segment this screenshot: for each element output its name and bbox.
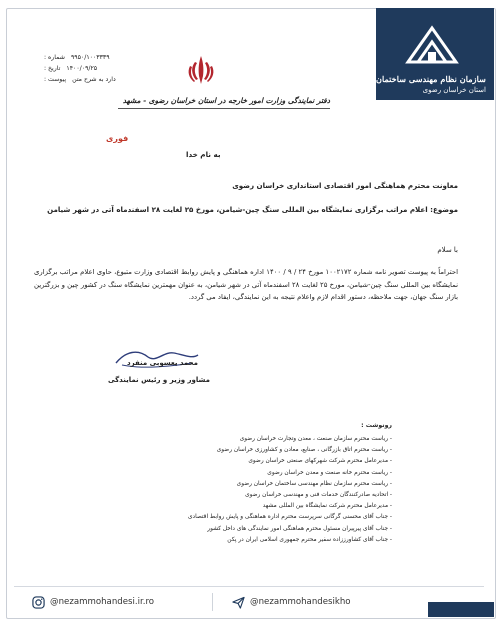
attachment-value: دارد به شرح متن — [72, 76, 116, 83]
list-item: - مدیرعامل محترم شرکت شهرکهای صنعتی خراسان رضوی — [130, 456, 392, 467]
list-item: - جناب آقای محسنی گرگانی سرپرست محترم اداره هماهنگی و پایش روابط اقتصادی — [130, 512, 392, 523]
signer-title: مشاور وزیر و رئیس نمایندگی — [108, 376, 210, 384]
footer-social-text: @nezammohandesikho — [250, 597, 351, 607]
list-item: - ریاست محترم سازمان صنعت ، معدن وتجارت خراسان رضوی — [130, 434, 392, 445]
organization-name: سازمان نظام مهندسی ساختمان — [375, 74, 486, 84]
attachment-label: پیوست : — [44, 76, 67, 83]
national-emblem-icon — [186, 54, 216, 86]
number-label: شماره : — [44, 54, 65, 61]
signer-name: محمد یعسوبی منفرد — [127, 359, 198, 367]
date-value: ۱۴۰۰/۰۹/۲۵ — [66, 65, 98, 72]
handwritten-signature — [112, 345, 202, 371]
organization-logo-icon — [402, 22, 462, 68]
list-item: - جناب آقای پیرپیران مسئول محترم هماهنگی امور نمایندگی های داخل کشور — [130, 524, 392, 535]
footer-divider — [14, 586, 484, 587]
send-icon — [232, 596, 245, 609]
footer-website[interactable] — [32, 594, 154, 610]
bismillah: به نام خدا — [186, 150, 221, 159]
list-item: - مدیرعامل محترم شرکت نمایشگاه بین المللی مشهد — [130, 501, 392, 512]
number-value: ۹۹۵۰/۱۰۰۳۳۳۹ — [70, 54, 110, 61]
footer-accent — [428, 602, 494, 617]
date-label: تاریخ : — [44, 65, 61, 72]
signature-block — [110, 345, 230, 389]
list-item: - ریاست محترم سازمان نظام مهندسی ساختمان خراسان رضوی — [130, 479, 392, 490]
copies-title: رونوشت : — [361, 422, 392, 429]
urgency-label: فوری — [106, 134, 129, 143]
copies-list — [130, 434, 392, 546]
footer-separator — [212, 593, 213, 611]
instagram-icon — [32, 596, 45, 609]
office-title: دفتر نمایندگی وزارت امور خارجه در استان خراسان رضوی - مشهد — [122, 96, 330, 105]
subject: موضوع: اعلام مراتب برگزاری نمایشگاه بین المللی سنگ چین-شیامن، مورخ ۲۵ لغایت ۲۸ اسفندماه آتی در شهر شیامن — [47, 205, 458, 214]
letter-meta — [44, 52, 160, 85]
footer-social[interactable] — [232, 594, 351, 610]
salutation: با سلام — [437, 246, 458, 254]
footer-website-text: @nezammohandesi.ir.ro — [50, 597, 155, 607]
list-item: - ریاست محترم خانه صنعت و معدن خراسان رضوی — [130, 468, 392, 479]
organization-header — [376, 8, 494, 100]
list-item: - اتحادیه صادرکنندگان خدمات فنی و مهندسی خراسان رضوی — [130, 490, 392, 501]
recipient: معاونت محترم هماهنگی امور اقتصادی استانداری خراسان رضوی — [232, 181, 458, 190]
list-item: - ریاست محترم اتاق بازرگانی ، صنایع، معادن و کشاورزی خراسان رضوی — [130, 445, 392, 456]
letter-body: احتراماً به پیوست تصویر نامه شماره ۱۰۰۲۱۷۲ مورخ ۲۴ / ۹ / ۱۴۰۰ اداره هماهنگی و پایش روابط اقتصادی وزارت متبوع، حاوی اعلام مراتب برگزاری نمایشگاه بین المللی سنگ چین-شیامن، مورخ ۲۵ لغایت ۲۸ اسفندماه آتی در شهر شیامن، به عنوان مهمترین نمایشگاه سنگ در کشور چین و بزرگترین بازار سنگ جهان، جهت ملاحظه، دستور اقدام لازم واعلام نتیجه به این نمایندگی، ایفاد می گردد. — [34, 268, 458, 302]
organization-province: استان خراسان رضوی — [422, 86, 486, 94]
list-item: - جناب آقای کشاورززاده سفیر محترم جمهوری اسلامی ایران در پکن — [130, 535, 392, 546]
header-divider — [118, 108, 330, 109]
